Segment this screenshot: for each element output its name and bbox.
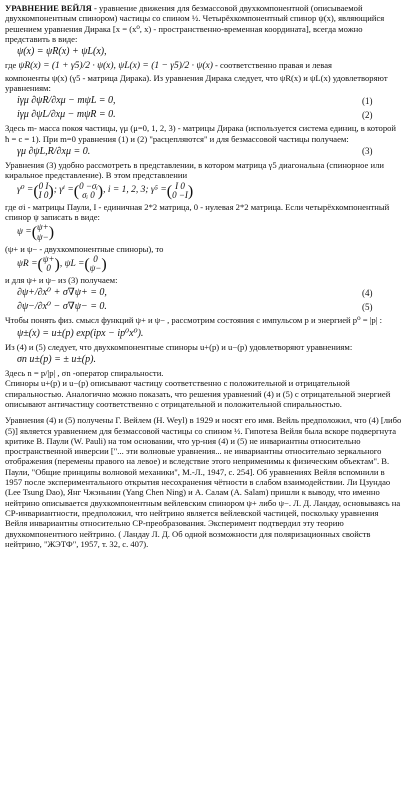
equation-7 [5, 354, 402, 366]
equation-1 [5, 95, 402, 107]
paragraph-components [5, 60, 402, 72]
gamma5-matrix: I 0 0 −I [172, 180, 188, 201]
equation-6 [5, 328, 402, 340]
paragraph-pauli: где σi - матрицы Паули, I - единичная 2*2 матрица, 0 - нулевая 2*2 матрица. Если четырёхкомпонентный спинор ψ записать в виде: [5, 201, 390, 223]
paragraph-mass: Здесь m- масса покоя частицы, γμ (μ=0, 1, 2, 3) - матрицы Дирака (используется система единиц, в которой ħ = c = 1). При m=0 уравнения (1) и (2) "расцепляются" и для безмассовой частицы получаем: [5, 123, 397, 144]
equation-4-math: ∂ψ+/∂x⁰ + σ∇ψ+ = 0, [17, 287, 107, 299]
gamma5-label: γ⁵ = [150, 185, 167, 196]
article-term: УРАВНЕНИЕ ВЕЙЛЯ [5, 3, 92, 13]
equation-4-number: (4) [362, 287, 373, 298]
psi-r-column: ψ+ 0 [42, 253, 55, 274]
gamma-index-range: , i = 1, 2, 3; [103, 185, 149, 196]
components-post: - соответственно правая и левая [215, 60, 332, 71]
gamma0-matrix: 0 I I 0 [38, 180, 49, 201]
psi-vector-column: ψ+ ψ− [37, 222, 49, 242]
gammai-label: ; γⁱ = [53, 185, 74, 196]
paragraph-two-component: (ψ+ и ψ− - двухкомпонентные спиноры), то [5, 243, 164, 254]
psi-vector-label: ψ = [17, 227, 32, 238]
psi-vector: ψ = ( ψ+ ψ− ) [17, 222, 55, 242]
equation-5 [5, 301, 402, 313]
paragraph-representation: Уравнения (3) удобно рассмотреть в представлении, в котором матрица γ5 диагональна (спинорное или киральное представление). В этом представлении [5, 159, 384, 181]
paragraph-physical-meaning: Чтобы понять физ. смысл функций ψ+ и ψ− , рассмотрим состояния с импульсом p и энергией p⁰ = |p| : [5, 315, 382, 326]
paragraph-obtain: и для ψ+ и ψ− из (3) получаем: [5, 275, 118, 286]
equation-decomposition [5, 46, 402, 58]
psi-r-label: ψR = [17, 258, 38, 269]
equation-6-math: ψ±(x) = u±(p) exp(ipx − ip⁰x⁰). [17, 327, 144, 339]
equation-1-math: iγμ ∂ψR/∂xμ − mψL = 0, [17, 95, 116, 107]
paragraph-helicity: Спиноры u+(p) и u−(p) описывают частицу соответственно с положительной и отрицательной спиральностью. Аналогично можно показать, что решения уравнений (4) и (5) с отрицательной энергией описывают античастицу соответственно с отрицательной и положительной спиральностью. [5, 378, 391, 409]
gamma0-label: γ⁰ = [17, 185, 34, 196]
equation-1-number: (1) [362, 95, 373, 106]
gammai-matrix: 0 −σᵢ σᵢ 0 [79, 180, 98, 201]
equation-decomposition-math: ψ(x) = ψR(x) + ψL(x), [17, 46, 107, 58]
components-where: где [5, 60, 17, 71]
gamma-matrices: γ⁰ = ( 0 I I 0 ) ; γⁱ = ( 0 −σᵢ σᵢ 0 ) , i = 1, 2, 3; γ⁵ = ( I 0 0 −I ) [17, 180, 194, 201]
paragraph-spinors: Из (4) и (5) следует, что двухкомпонентные спиноры u+(p) и u−(p) удовлетворяют уравнениям: [5, 341, 353, 352]
paragraph-helicity-operator: Здесь n = p/|p| , σn -оператор спиральности. [5, 367, 164, 378]
equation-7-math: σn u±(p) = ± u±(p). [17, 353, 96, 365]
intro-text: - уравнение движения для безмассовой двухкомпонентной (описываемой двухкомпонентным спинором) частицы со спином ½. Четырёхкомпонентный спинор ψ(x), являющийся решением уравнения Дирака [x = (x⁰, x) - пространственно-временная координата], всегда можно представить в виде: [5, 3, 385, 44]
components-formula: ψR(x) = (1 + γ5)/2 · ψ(x), ψL(x) = (1 − γ5)/2 · ψ(x) [18, 61, 213, 72]
psi-l-label: , ψL = [59, 258, 85, 269]
paragraph-intro [5, 3, 402, 44]
psi-l-column: 0 ψ− [89, 253, 102, 274]
equation-2-number: (2) [362, 109, 373, 120]
equation-2-math: iγμ ∂ψL/∂xμ − mψR = 0. [17, 109, 116, 121]
equation-3-number: (3) [362, 146, 373, 157]
equation-3-math: γμ ∂ψL,R/∂xμ = 0. [17, 145, 91, 157]
equation-5-math: ∂ψ−/∂x⁰ − σ∇ψ− = 0. [17, 301, 107, 313]
equation-5-number: (5) [362, 301, 373, 312]
equation-2 [5, 109, 402, 121]
paragraph-history: Уравнения (4) и (5) получены Г. Вейлем (H. Weyl) в 1929 и носят его имя. Вейль предположил, что (4) [либо (5)] является уравнением для безмассовой частицы со спином ½. Гипотеза Вейля была вскоре подвергнута критике В. Паули (W. Pauli) на том основании, что ур-ния (4) и (5) не инвариантны относительно пространственной инверсии ["... эти волновые уравнения... не инвариантны относительно зеркального отображения (перемены правого на левое) и вследствие этого неприменимы к физическим объектам". В. Паули, "Общие принципы волновой механики", М.-Л., 1947, с. 254]. Об уравнениях Вейля вспомнили в 1957 после экспериментального открытия несохранения чётности в слабом взаимодействии. Ли Цзундао (Lee Tsung Dao), Янг Чжэньнин (Yang Chen Ning) и А. Салам (A. Salam) пришли к выводу, что именно нейтрино описывается двухкомпонентным вейлевским спинором ψ+ либо ψ−. Л. Д. Ландау, основываясь на CP-инвариантности, предположил, что нейтрино является вейлевской частицей, поскольку уравнения Вейля инвариантны относительно CP-преобразования. Эксперимент подтвердил эту теорию двухкомпонентного нейтрино. ( Ландау Л. Д. Об одной возможности для поляризационных свойств нейтрино, "ЖЭТФ", 1957, т. 32, с. 407). [5, 415, 402, 549]
equation-3 [5, 146, 402, 158]
psi-rl-vectors: ψR = ( ψ+ 0 ) , ψL = ( 0 ψ− ) [17, 253, 107, 274]
paragraph-components-cont: компоненты ψ(x) (γ5 - матрица Дирака). Из уравнения Дирака следует, что ψR(x) и ψL(x) удовлетворяют уравнениям: [5, 72, 388, 93]
equation-4 [5, 287, 402, 299]
